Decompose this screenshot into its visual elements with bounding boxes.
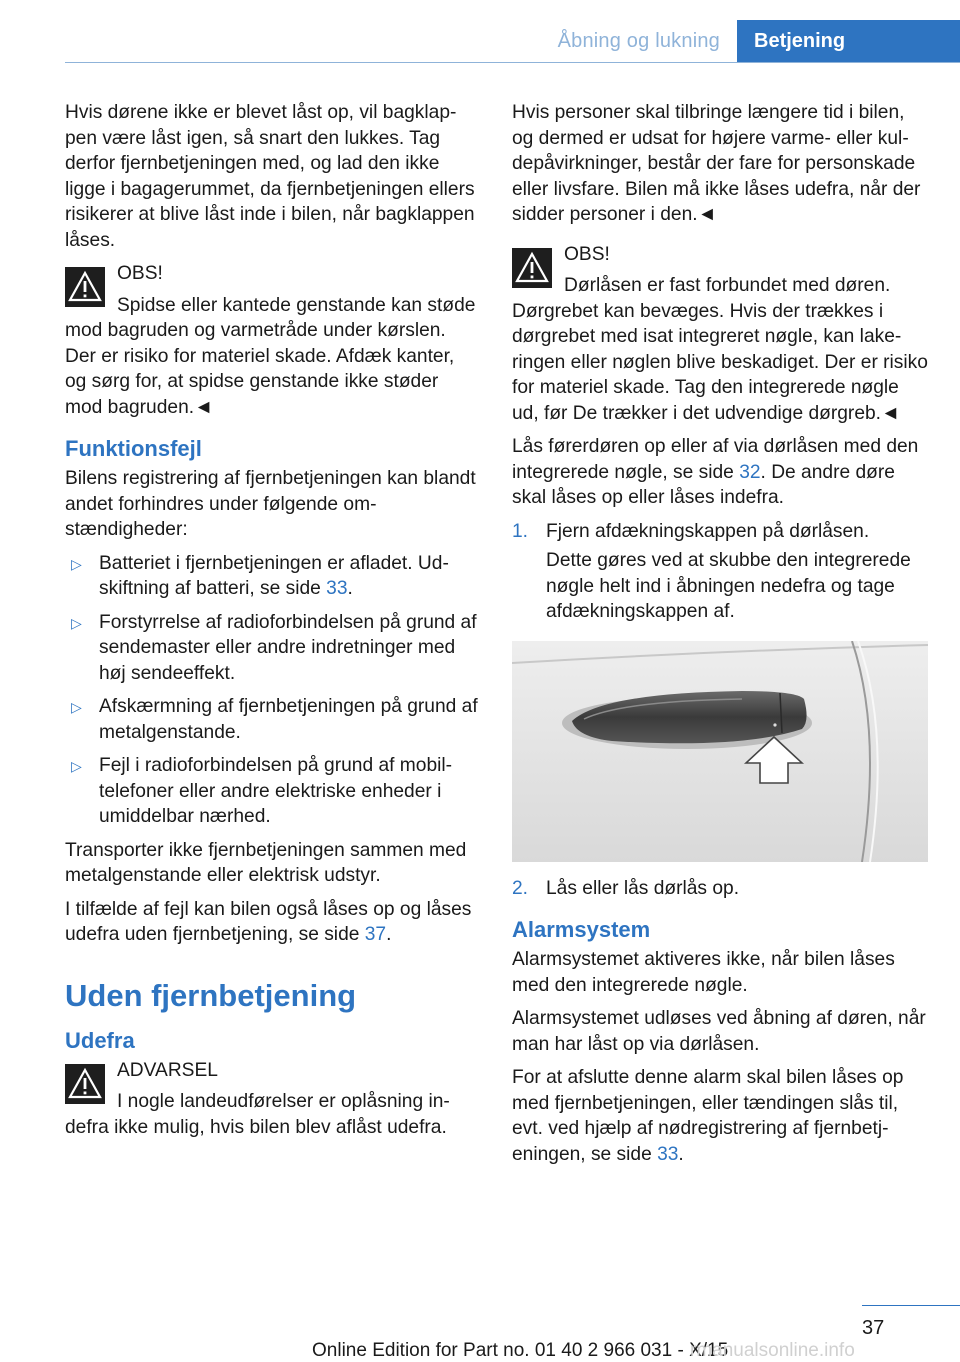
page-link-37[interactable]: 37: [364, 924, 387, 945]
alarm-paragraph-2: Alarmsystemet udløses ved åbning af døren, når man har låst op via dørlåsen.: [512, 1008, 926, 1055]
alarm-paragraph-1: Alarmsystemet aktiveres ikke, når bilen låses med den integrerede nøgle.: [512, 949, 895, 996]
funktionsfejl-intro: Bilens registrering af fjernbetjeningen kan blandt andet forhindres under følgende omstændigheder:: [65, 468, 476, 540]
warning-triangle-icon: [65, 1064, 105, 1104]
transport-paragraph: Transporter ikke fjernbetjeningen sammen med metalgenstande eller elektrisk udstyr.: [65, 839, 467, 886]
list-item-text: Fejl i radioforbindelsen på grund af mobiltelefoner eller andre elektriske enheder i umiddelbar nærhed.: [99, 755, 453, 827]
step-text: Fjern afdækningskappen på dørlåsen.: [546, 520, 870, 542]
list-item-text: Forstyrrelse af radioforbindelsen på grund af sendemaster eller andre indretninger med høj sendeeffekt.: [99, 611, 477, 684]
step-text: Lås eller lås dørlås op.: [546, 877, 740, 899]
list-item-text: Batteriet i fjernbetjeningen er afladet. Udskiftning af batteri, se side: [99, 552, 449, 599]
header-chapter-tab: Betjening: [737, 20, 960, 62]
edition-footer: Online Edition for Part no. 01 40 2 966 031 - X/15: [312, 1340, 729, 1361]
header-rule: [65, 62, 960, 63]
page-link-33[interactable]: 33: [657, 1143, 679, 1165]
alarmsystem-heading: Alarmsystem: [512, 917, 651, 942]
list-item-end: .: [347, 578, 353, 599]
left-column: [65, 100, 480, 1148]
lock-text: Lås førerdøren op eller af via dørlåsen med den integrerede nøgle, se side: [512, 436, 919, 483]
advarsel-text: I nogle landeudførelser er oplåsning indefra ikke mulig, hvis bilen blev aflåst udefra.: [65, 1091, 450, 1138]
alarm-end: .: [678, 1143, 684, 1165]
page-link-32[interactable]: 32: [739, 461, 761, 483]
advarsel-notice: [65, 1058, 480, 1141]
step-item: [512, 876, 928, 902]
triangle-bullet-icon: ▷: [71, 614, 82, 631]
header-section-title: Åbning og lukning: [557, 30, 720, 52]
obs-notice: [512, 242, 928, 427]
list-item: [65, 753, 480, 830]
fejl-end: .: [386, 924, 392, 945]
triangle-bullet-icon: ▷: [71, 758, 82, 774]
obs-text: Dørlåsen er fast forbundet med døren. Dørgrebet kan bevæges. Hvis der trækkes i dørgrebet med isat integreret nøgle, kan lakeringen eller nøglen blive beskadiget. Der er risiko for materiel skade. Tag den integrerede nøgle ud, før De trækker i det udvendige dørgreb.◄: [512, 275, 928, 424]
steps-list: [512, 519, 928, 625]
step-subtext: Dette gøres ved at skubbe den integrerede nøgle helt ind i åbningen nedefra og tage afdækningskappen af.: [546, 550, 911, 622]
alarm-text: For at afslutte denne alarm skal bilen låses op med fjernbetjeningen, eller tændingen slås til, evt. ved hjælp af nødregistrering af fjernbetjeningen, se side: [512, 1067, 904, 1165]
list-item: [65, 551, 480, 602]
step-number: 2.: [512, 877, 529, 899]
list-item: [65, 694, 480, 745]
warning-triangle-icon: [65, 267, 105, 307]
step-number: 1.: [512, 520, 529, 542]
list-item: [65, 610, 480, 687]
page-number: 37: [862, 1317, 885, 1339]
door-handle-photo: [512, 641, 928, 862]
udefra-heading: Udefra: [65, 1027, 135, 1053]
funktionsfejl-heading: Funktionsfejl: [65, 436, 202, 461]
fault-list: [65, 551, 480, 830]
obs-notice: [65, 261, 480, 420]
intro-paragraph: Hvis dørene ikke er blevet låst op, vil bagklappen være låst igen, så snart den lukkes. Tag derfor fjernbetjeningen med, og lad den ikke ligge i bagagerummet, da fjernbetjeningen ellers risikerer at blive låst inde i bilen, når bagklappen låses.: [65, 102, 475, 251]
advarsel-label: ADVARSEL: [117, 1059, 218, 1081]
lock-end: . De andre døre skal låses op eller låses indefra.: [512, 461, 895, 508]
page-link-33[interactable]: 33: [326, 578, 348, 599]
triangle-bullet-icon: ▷: [71, 699, 82, 715]
warning-triangle-icon: [512, 248, 552, 288]
step-item: [512, 519, 928, 625]
list-item-text: Afskærmning af fjernbetjeningen på grund af metalgenstande.: [99, 696, 478, 743]
triangle-bullet-icon: ▷: [71, 555, 82, 572]
fejl-paragraph: [65, 897, 480, 948]
danger-paragraph: Hvis personer skal tilbringe længere tid i bilen, og dermed er udsat for højere varme- eller kuldepåvirkninger, består der fare for personskade eller livsfare. Bilen må ikke låses udefra, når der sidder personer i den.◄: [512, 102, 921, 225]
watermark: rmanualsonline.info: [690, 1340, 855, 1361]
alarm-paragraph-3: [512, 1065, 928, 1167]
steps-list-continued: [512, 876, 928, 902]
footer-rule: [862, 1305, 960, 1306]
obs-label: OBS!: [564, 243, 610, 265]
right-column: [512, 100, 928, 1175]
fejl-text: I tilfælde af fejl kan bilen også låses op og låses udefra uden fjernbetjening, se side: [65, 898, 472, 945]
obs-text: Spidse eller kantede genstande kan støde mod bagruden og varmetråde under kørslen. Der er risiko for materiel skade. Afdæk kanter, og sørg for, at spidse genstande ikke støder mod bagruden.◄: [65, 294, 476, 418]
obs-label: OBS!: [117, 263, 163, 284]
uden-fjernbetjening-heading: Uden fjernbetjening: [65, 977, 357, 1013]
lock-paragraph: [512, 434, 928, 511]
